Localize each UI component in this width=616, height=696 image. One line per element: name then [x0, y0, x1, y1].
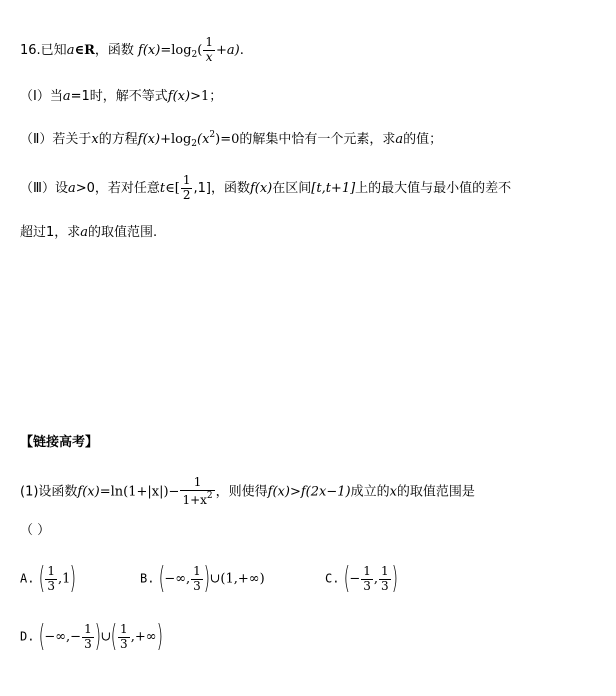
- frac-den: 3: [363, 578, 371, 593]
- fraction: [118, 623, 130, 652]
- left-paren: (: [158, 561, 165, 596]
- log-base: 2: [191, 139, 197, 149]
- option-d-pre: −∞,−: [44, 629, 82, 645]
- option-d[interactable]: [20, 619, 163, 654]
- var-t: t: [159, 180, 166, 196]
- right-paren: ): [156, 619, 163, 654]
- fraction-1-over-1-plus-x2: [180, 476, 214, 508]
- q1-tail: 的取值范围是: [396, 484, 475, 500]
- frac-den: 2: [182, 187, 191, 202]
- in-R: ∈R: [74, 42, 95, 58]
- exponent: 2: [209, 130, 216, 140]
- eq-log: =log: [160, 42, 192, 58]
- part1-label: （Ⅰ）当: [20, 89, 63, 104]
- frac-den: 3: [120, 636, 128, 651]
- part3: [20, 174, 511, 203]
- part1-ineq: >1；: [190, 89, 223, 104]
- part1: [20, 90, 222, 103]
- part3-label: （Ⅲ）设: [20, 180, 68, 196]
- problem16-prefix: 16.已知: [20, 42, 67, 58]
- part2: [20, 131, 442, 149]
- period: .: [239, 42, 244, 58]
- right-paren: ): [94, 619, 101, 654]
- fraction: [191, 565, 203, 594]
- link-q1: [20, 476, 475, 508]
- fraction-1-over-x: [203, 36, 215, 65]
- frac-num: 1: [180, 476, 214, 491]
- frac-den: 3: [84, 636, 92, 651]
- q1-ineq: f(x)>f(2x−1): [267, 484, 351, 500]
- f-of-x: f(x): [138, 42, 161, 58]
- frac-num: 1: [381, 563, 389, 578]
- part1-condition: =1时，解不等式: [70, 89, 168, 104]
- right-paren: ): [203, 561, 210, 596]
- option-d-union: ∪: [100, 629, 112, 645]
- answer-blank: （ ）: [20, 523, 51, 538]
- option-a-label: A.: [20, 571, 35, 586]
- left-paren: (: [110, 619, 118, 654]
- f-of-x: f(x): [77, 484, 100, 500]
- fraction: [82, 623, 94, 652]
- x-squared-base: (x: [197, 132, 210, 147]
- den-base: 1+x: [182, 492, 207, 507]
- log-base: 2: [191, 49, 198, 60]
- part3b-text1: 超过1，求: [20, 225, 81, 240]
- q1-ln: =ln(1+|x|)−: [99, 484, 180, 500]
- frac-num: 1: [193, 563, 201, 578]
- q1-mid2: 成立的: [350, 484, 390, 500]
- part2-label: （Ⅱ）若关于: [20, 132, 92, 147]
- var-a: a: [66, 42, 75, 58]
- option-d-post: ,+∞: [130, 629, 157, 645]
- part3-cond: >0，若对任意: [75, 180, 160, 196]
- open-paren: (: [197, 42, 203, 58]
- problem16-statement: [20, 36, 244, 65]
- right-paren: ): [391, 561, 398, 596]
- frac-den: x: [205, 49, 213, 64]
- option-c-comma: ,: [373, 571, 378, 587]
- fraction: [379, 565, 391, 594]
- part3-continuation: [20, 226, 157, 239]
- frac-num: 1: [47, 563, 55, 578]
- var-a: a: [67, 180, 76, 196]
- q1-mid: ，则使得: [215, 484, 268, 500]
- left-paren: (: [38, 561, 45, 596]
- f-of-x: f(x): [137, 132, 161, 147]
- fraction: [361, 565, 373, 594]
- interval: [t,t+1]: [311, 180, 356, 196]
- frac-num: 1: [84, 621, 92, 636]
- right-paren: ): [69, 561, 77, 596]
- var-x: x: [389, 484, 397, 500]
- var-a: a: [62, 89, 71, 104]
- option-d-label: D.: [20, 629, 35, 644]
- den-exponent: 2: [206, 490, 213, 501]
- option-b-label: B.: [140, 571, 155, 586]
- frac-num: 1: [363, 563, 371, 578]
- link-heading: 【链接高考】: [20, 435, 99, 450]
- option-c[interactable]: [325, 561, 398, 596]
- var-a: a: [80, 225, 89, 240]
- var-x: x: [91, 132, 99, 147]
- comma-func: ，函数: [94, 42, 134, 58]
- var-a: a: [395, 132, 404, 147]
- frac-den: 3: [381, 578, 389, 593]
- option-b-union: ∪(1,+∞): [209, 571, 265, 587]
- frac-den: [180, 491, 214, 508]
- fraction-1-over-2: [181, 174, 193, 203]
- option-c-label: C.: [325, 571, 340, 586]
- part3-close: ,1]，函数: [193, 180, 250, 196]
- part2-tail: 的解集中恰有一个元素，求: [239, 132, 396, 147]
- part3-tail: 上的最大值与最小值的差不: [355, 180, 512, 196]
- f-of-x: f(x): [167, 89, 191, 104]
- part2-mid: 的方程: [98, 132, 138, 147]
- option-a[interactable]: [20, 561, 77, 596]
- option-c-pre: −: [349, 571, 361, 587]
- fraction: [45, 565, 57, 594]
- part3b-text2: 的取值范围.: [88, 225, 158, 240]
- plus-a: +a): [216, 42, 240, 58]
- option-b-pre: −∞,: [164, 571, 191, 587]
- plus-log: +log: [160, 132, 192, 147]
- in-bracket: ∈[: [165, 180, 180, 196]
- frac-num: 1: [205, 35, 213, 49]
- frac-num: 1: [120, 621, 128, 636]
- part2-end: 的值；: [403, 132, 443, 147]
- left-paren: (: [343, 561, 350, 596]
- interval-pre: 在区间: [272, 180, 312, 196]
- eq-zero: )=0: [215, 132, 240, 147]
- option-a-rest: ,1: [57, 571, 71, 587]
- frac-den: 3: [47, 578, 55, 593]
- f-of-x: f(x): [249, 180, 273, 196]
- frac-num: 1: [182, 173, 191, 187]
- option-b[interactable]: [140, 561, 265, 596]
- q1-prefix: (1)设函数: [20, 484, 78, 500]
- frac-den: 3: [193, 578, 201, 593]
- left-paren: (: [38, 619, 45, 654]
